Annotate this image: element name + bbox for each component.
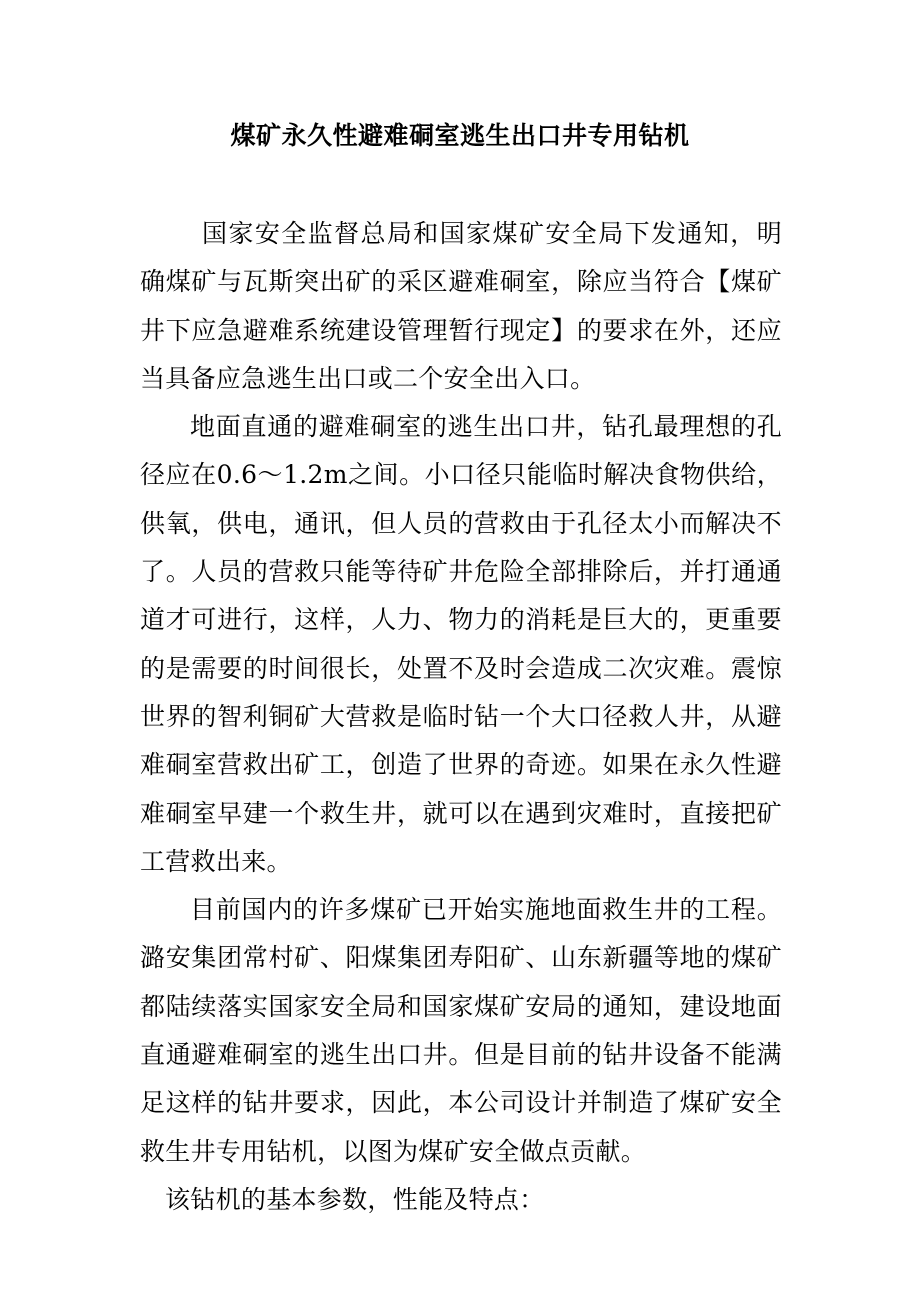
paragraph-escape-shaft: 地面直通的避难硐室的逃生出口井，钻孔最理想的孔径应在0.6～1.2m之间。小口径只能临时解决食物供给，供氧，供电，通讯，但人员的营救由于孔径太小而解决不了。人员的营救只能等待矿井危险全部排除后，并打通通道才可进行，这样，人力、物力的消耗是巨大的，更重要的是需要的时间很长，处置不及时会造成二次灾难。震惊世界的智利铜矿大营救是临时钻一个大口径救人井，从避难硐室营救出矿工，创造了世界的奇迹。如果在永久性避难硐室早建一个救生井，就可以在遇到灾难时，直接把矿工营救出来。 (140, 412, 782, 876)
paragraph-parameters-intro: 该钻机的基本参数，性能及特点： (165, 1184, 545, 1214)
document-body (140, 210, 782, 1224)
paragraph-current-status: 目前国内的许多煤矿已开始实施地面救生井的工程。潞安集团常村矿、阳煤集团寿阳矿、山东新疆等地的煤矿都陆续落实国家安全局和国家煤矿安局的通知，建设地面直通避难硐室的逃生出口井。但是目前的钻井设备不能满足这样的钻井要求，因此，本公司设计并制造了煤矿安全救生井专用钻机，以图为煤矿安全做点贡献。 (140, 895, 782, 1166)
paragraph-notice: 国家安全监督总局和国家煤矿安全局下发通知，明确煤矿与瓦斯突出矿的采区避难硐室，除应当符合【煤矿井下应急避难系统建设管理暂行现定】的要求在外，还应当具备应急逃生出口或二个安全出入口。 (140, 219, 782, 393)
document-title: 煤矿永久性避难硐室逃生出口井专用钻机 (230, 121, 690, 150)
